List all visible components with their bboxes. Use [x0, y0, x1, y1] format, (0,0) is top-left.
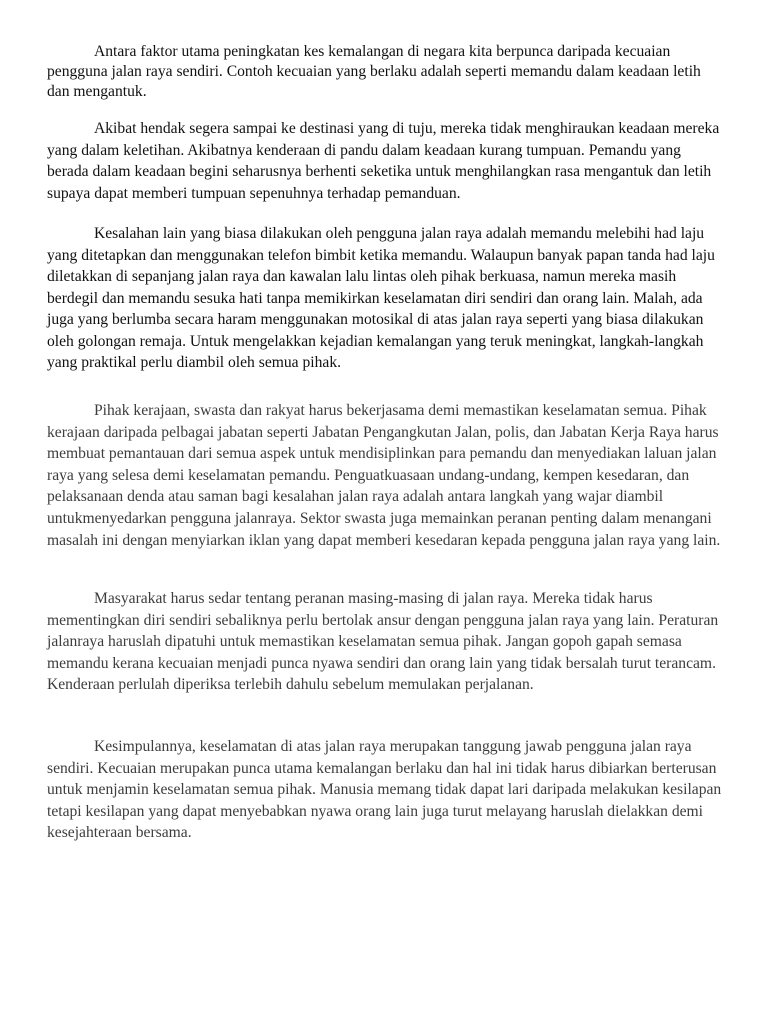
paragraph-2: Akibat hendak segera sampai ke destinasi yang di tuju, mereka tidak menghiraukan keadaan mereka yang dalam keletihan. Akibatnya kenderaan di pandu dalam keadaan kurang tumpuan. Pemandu yang berada dalam keadaan begini seharusnya berhenti seketika untuk menghilangkan rasa mengantuk dan letih supaya dapat memberi tumpuan sepenuhnya terhadap pemanduan.	[47, 120, 720, 202]
paragraph-6: Kesimpulannya, keselamatan di atas jalan raya merupakan tanggung jawab pengguna jalan raya sendiri. Kecuaian merupakan punca utama kemalangan berlaku dan hal ini tidak harus dibiarkan berterusan untuk menjamin keselamatan semua pihak. Manusia memang tidak dapat lari daripada melakukan kesilapan tetapi kesilapan yang dapat menyebabkan nyawa orang lain juga turut melayang haruslah dielakkan demi kesejahteraan bersama.	[47, 738, 722, 842]
paragraph-5: Masyarakat harus sedar tentang peranan masing-masing di jalan raya. Mereka tidak harus mementingkan diri sendiri sebaliknya perlu bertolak ansur dengan pengguna jalan raya yang lain. Peraturan jalanraya haruslah dipatuhi untuk memastikan keselamatan semua pihak. Jangan gopoh gapah semasa memandu kerana kecuaian menjadi punca nyawa sendiri dan orang lain yang tidak bersalah turut terancam. Kenderaan perlulah diperiksa terlebih dahulu sebelum memulakan perjalanan.	[47, 590, 719, 694]
paragraph-4: Pihak kerajaan, swasta dan rakyat harus bekerjasama demi memastikan keselamatan semua. Pihak kerajaan daripada pelbagai jabatan seperti Jabatan Pengangkutan Jalan, polis, dan Jabatan Kerja Raya harus membuat pemantauan dari semua aspek untuk mendisiplinkan para pemandu dan menyediakan laluan jalan raya yang selesa demi keselamatan pemandu. Penguatkuasaan undang-undang, kempen kesedaran, dan pelaksanaan denda atau saman bagi kesalahan jalan raya adalah antara langkah yang wajar diambil untukmenyedarkan pengguna jalanraya. Sektor swasta juga memainkan peranan penting dalam menangani masalah ini dengan menyiarkan iklan yang dapat memberi kesedaran kepada pengguna jalan raya yang lain.	[47, 402, 721, 549]
paragraph-3: Kesalahan lain yang biasa dilakukan oleh pengguna jalan raya adalah memandu melebihi had laju yang ditetapkan dan menggunakan telefon bimbit ketika memandu. Walaupun banyak papan tanda had laju diletakkan di sepanjang jalan raya dan kawalan lalu lintas oleh pihak berkuasa, namun mereka masih berdegil dan memandu sesuka hati tanpa memikirkan keselamatan diri sendiri dan orang lain. Malah, ada juga yang berlumba secara haram menggunakan motosikal di atas jalan raya seperti yang biasa dilakukan oleh golongan remaja. Untuk mengelakkan kejadian kemalangan yang teruk meningkat, langkah-langkah yang praktikal perlu diambil oleh semua pihak.	[47, 225, 715, 371]
paragraph-1: Antara faktor utama peningkatan kes kemalangan di negara kita berpunca daripada kecuaian pengguna jalan raya sendiri. Contoh kecuaian yang berlaku adalah seperti memandu dalam keadaan letih dan mengantuk.	[47, 43, 701, 101]
